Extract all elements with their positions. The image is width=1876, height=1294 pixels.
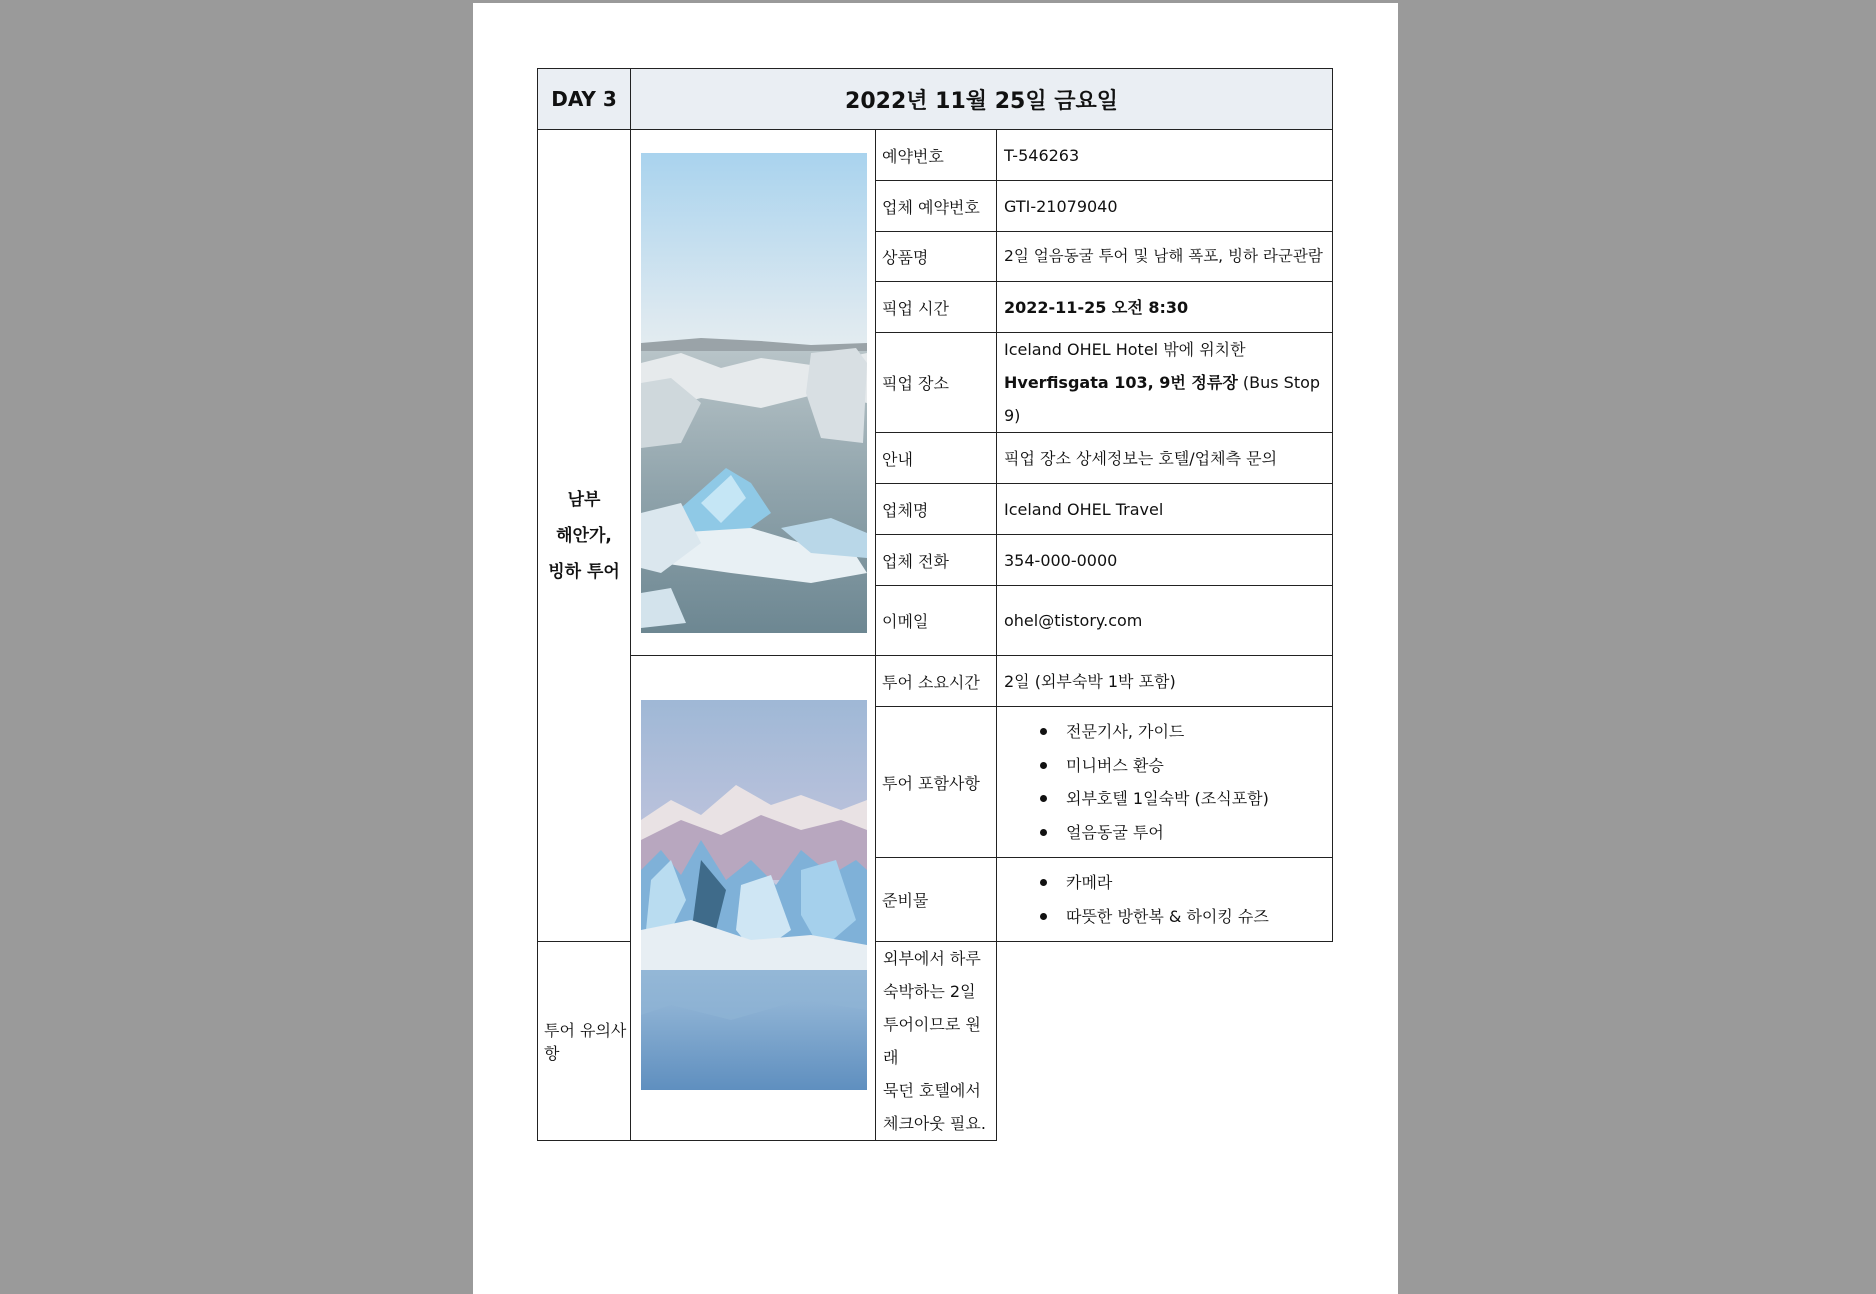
value-reservation-no: T-546263 <box>997 130 1333 181</box>
region-cell <box>538 130 631 942</box>
value-vendor-reservation-no: GTI-21079040 <box>997 181 1333 232</box>
table-row <box>538 130 1333 181</box>
label-reservation-no: 예약번호 <box>876 130 997 181</box>
list-item: 따뜻한 방한복 & 하이킹 슈즈 <box>1004 900 1332 934</box>
itinerary-table <box>537 68 1333 1141</box>
list-item: 미니버스 환승 <box>1004 749 1332 783</box>
caution-line2: 묵던 호텔에서 체크아웃 필요. <box>883 1081 986 1133</box>
pickup-place-line2 <box>1004 366 1332 432</box>
list-item: 외부호텔 1일숙박 (조식포함) <box>1004 782 1332 816</box>
label-product: 상품명 <box>876 232 997 282</box>
value-bring <box>997 858 1333 942</box>
bring-list <box>1004 866 1332 933</box>
label-vendor-phone: 업체 전화 <box>876 535 997 586</box>
value-vendor-phone: 354-000-0000 <box>997 535 1333 586</box>
header-row <box>538 69 1333 130</box>
label-bring: 준비물 <box>876 858 997 942</box>
value-pickup-place <box>997 333 1333 433</box>
label-caution: 투어 유의사항 <box>538 942 631 1141</box>
label-pickup-time: 픽업 시간 <box>876 282 997 333</box>
photo-cell-bottom <box>631 656 876 1141</box>
glacier-lagoon-photo <box>641 153 867 633</box>
value-pickup-time: 2022-11-25 오전 8:30 <box>997 282 1333 333</box>
list-item: 카메라 <box>1004 866 1332 900</box>
region-line: 남부 <box>567 489 601 510</box>
label-duration: 투어 소요시간 <box>876 656 997 707</box>
label-includes: 투어 포함사항 <box>876 707 997 858</box>
label-pickup-place: 픽업 장소 <box>876 333 997 433</box>
iceberg-mountains-photo <box>641 700 867 1090</box>
label-email: 이메일 <box>876 586 997 656</box>
document-page <box>473 3 1398 1294</box>
caution-line1: 외부에서 하루 숙박하는 2일 투어이므로 원래 <box>883 949 981 1067</box>
region-line: 해안가, <box>556 525 612 546</box>
value-product: 2일 얼음동굴 투어 및 남해 폭포, 빙하 라군관람 <box>997 232 1333 282</box>
list-item: 전문기사, 가이드 <box>1004 715 1332 749</box>
value-includes <box>997 707 1333 858</box>
pickup-place-stop: Hverfisgata 103, 9번 정류장 <box>1004 373 1238 392</box>
value-email: ohel@tistory.com <box>997 586 1333 656</box>
pickup-place-stop-note: (Bus Stop 9) <box>1004 373 1321 425</box>
list-item: 얼음동굴 투어 <box>1004 816 1332 850</box>
table-row <box>538 656 1333 707</box>
date-title: 2022년 11월 25일 금요일 <box>631 69 1333 130</box>
value-notice: 픽업 장소 상세정보는 호텔/업체측 문의 <box>997 433 1333 484</box>
includes-list <box>1004 715 1332 849</box>
value-duration: 2일 (외부숙박 1박 포함) <box>997 656 1333 707</box>
label-vendor-reservation-no: 업체 예약번호 <box>876 181 997 232</box>
value-vendor: Iceland OHEL Travel <box>997 484 1333 535</box>
day-label: DAY 3 <box>538 69 631 130</box>
label-notice: 안내 <box>876 433 997 484</box>
value-caution <box>876 942 997 1141</box>
pickup-place-line1: Iceland OHEL Hotel 밖에 위치한 <box>1004 340 1246 359</box>
photo-cell-top <box>631 130 876 656</box>
region-line: 빙하 투어 <box>548 561 620 582</box>
label-vendor: 업체명 <box>876 484 997 535</box>
